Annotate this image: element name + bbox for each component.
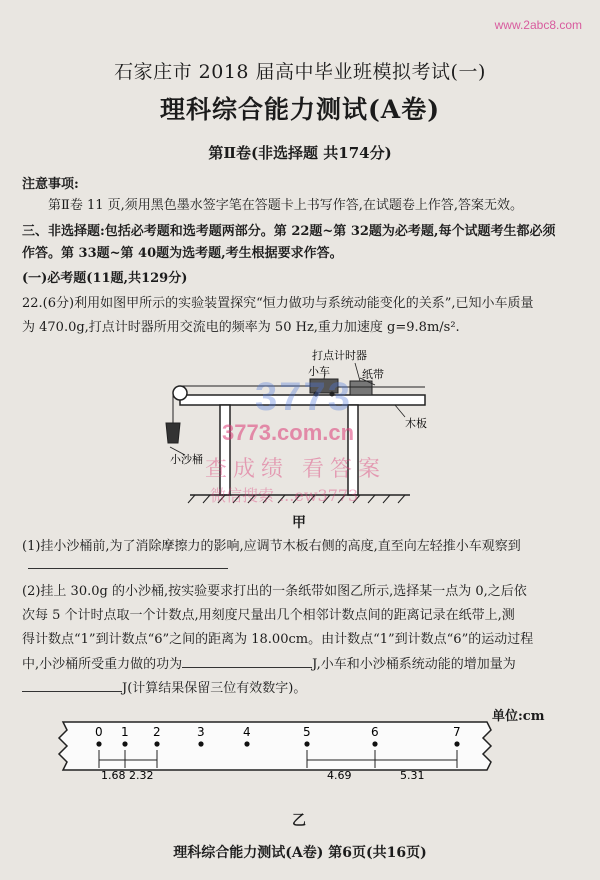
- q22-line2: 为 470.0g,打点计时器所用交流电的频率为 50 Hz,重力加速度 g=9.8m/s².: [22, 320, 460, 335]
- watermark-cn: 查成绩 看答案: [205, 457, 386, 482]
- tape-point-dot-3: [198, 741, 203, 746]
- label-bucket: 小沙桶: [170, 453, 203, 466]
- q22-part2-line5: J(计算结果保留三位有效数字)。: [122, 681, 307, 696]
- tape-unit: 单位:cm: [492, 709, 545, 724]
- tape-point-dot-6: [372, 741, 377, 746]
- tape-distance-3: 5.31: [400, 769, 425, 782]
- answer-blank-3: [22, 679, 122, 692]
- tape-point-label-1: 1: [121, 725, 129, 739]
- tape-point-label-6: 6: [371, 725, 379, 739]
- tape-point-label-3: 3: [197, 725, 205, 739]
- watermark-url: 3773.com.cn: [222, 420, 355, 445]
- q22-part2-line2: 次每 5 个计时点取一个计数点,用刻度尺量出几个相邻计数点间的距离记录在纸带上,测: [22, 608, 515, 623]
- tape-point-label-5: 5: [303, 725, 311, 739]
- tape-point-dot-5: [304, 741, 309, 746]
- label-cart: 小车: [308, 365, 330, 378]
- page-footer: 理科综合能力测试(A卷) 第6页(共16页): [173, 845, 427, 861]
- tape-point-dot-4: [244, 741, 249, 746]
- figure-caption-jia: 甲: [292, 515, 306, 531]
- notes-text: 第Ⅱ卷 11 页,须用黑色墨水签字笔在答题卡上书写作答,在试题卷上作答,答案无效。: [48, 198, 524, 213]
- tape-point-dot-0: [96, 741, 101, 746]
- q22-part2-line1: (2)挂上 30.0g 的小沙桶,按实验要求打出的一条纸带如图乙所示,选择某一点为 0,之后依: [22, 584, 527, 599]
- tape-distance-0: 1.68: [101, 769, 126, 782]
- tape-point-dot-7: [454, 741, 459, 746]
- tape-point-dot-1: [122, 741, 127, 746]
- q22-part2-line4b: J,小车和小沙桶系统动能的增加量为: [312, 657, 516, 672]
- tape-distance-1: 2.32: [129, 769, 154, 782]
- notes-heading: 注意事项:: [22, 177, 79, 192]
- paper-title: 理科综合能力测试(A卷): [159, 95, 441, 124]
- label-timer: 打点计时器: [312, 349, 367, 362]
- q22-line1: 22.(6分)利用如图甲所示的实验装置探究“恒力做功与系统动能变化的关系”,已知小车质量: [22, 296, 534, 311]
- section-title: 第Ⅱ卷(非选择题 共174分): [208, 144, 392, 162]
- tape-point-label-7: 7: [453, 725, 461, 739]
- section3-line1: 三、非选择题:包括必考题和选考题两部分。第 22题~第 32题为必考题,每个试题考生都必须: [22, 224, 556, 239]
- q22-part2-line4: [22, 655, 582, 674]
- subsection-title: (一)必考题(11题,共129分): [22, 271, 188, 286]
- answer-blank-2: [182, 655, 312, 668]
- paper-tape-figure: [55, 720, 495, 800]
- figure-caption-yi: 乙: [292, 813, 306, 829]
- exam-title: 石家庄市 2018 届高中毕业班模拟考试(一): [114, 61, 486, 83]
- tape-point-label-0: 0: [95, 725, 103, 739]
- q22-part2-line5-row: [22, 679, 582, 698]
- section3-line2: 作答。第 33题~第 40题为选考题,考生根据要求作答。: [22, 246, 343, 261]
- watermark-sub: 微信搜索 ...ew3773: [210, 486, 359, 505]
- tape-point-label-4: 4: [243, 725, 251, 739]
- tape-point-label-2: 2: [153, 725, 161, 739]
- watermark-top-url: www.2abc8.com: [494, 18, 582, 32]
- tape-point-dot-2: [154, 741, 159, 746]
- q22-part2-line4a: 中,小沙桶所受重力做的功为: [22, 657, 183, 672]
- answer-blank-1: [28, 568, 228, 569]
- watermark-big: 3773: [255, 375, 352, 419]
- label-board: 木板: [405, 417, 427, 430]
- q22-part1: (1)挂小沙桶前,为了消除摩擦力的影响,应调节木板右侧的高度,直至向左轻推小车观察到: [22, 539, 521, 554]
- tape-distance-2: 4.69: [327, 769, 352, 782]
- q22-part2-line3: 得计数点“1”到计数点“6”之间的距离为 18.00cm。由计数点“1”到计数点“6”的运动过程: [22, 632, 534, 647]
- label-tape: 纸带: [362, 368, 384, 381]
